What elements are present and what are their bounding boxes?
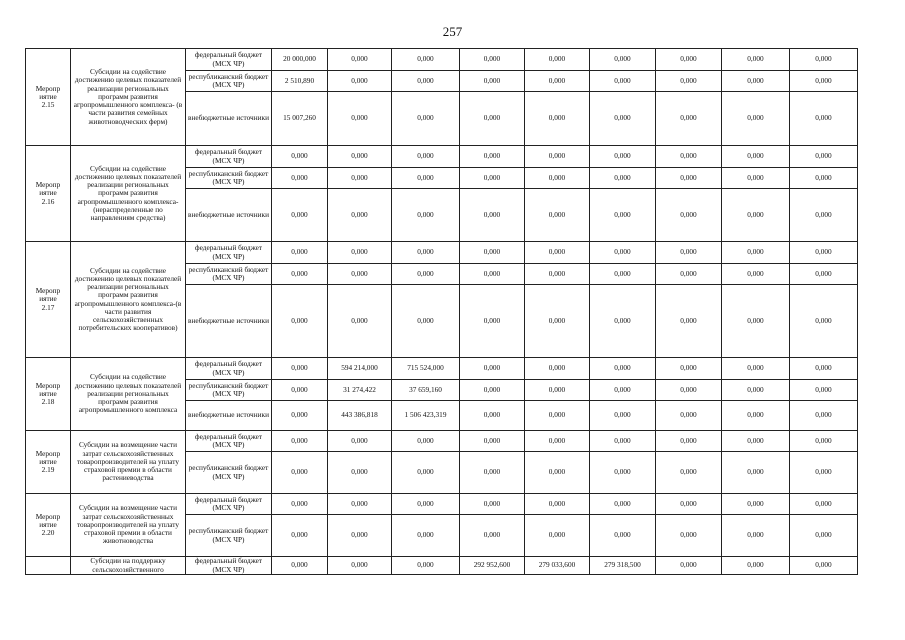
- amount-cell: 0,000: [656, 380, 722, 401]
- table-row: [26, 557, 858, 575]
- funding-source: внебюджетные источники: [186, 285, 272, 358]
- funding-source: республиканский бюджет (МСХ ЧР): [186, 71, 272, 92]
- measure-label: Меропр иятие 2.19: [26, 431, 71, 494]
- amount-cell: 0,000: [590, 380, 656, 401]
- amount-cell: 0,000: [328, 189, 392, 242]
- amount-cell: 0,000: [460, 146, 525, 168]
- amount-cell: 0,000: [590, 264, 656, 285]
- amount-cell: 37 659,160: [392, 380, 460, 401]
- amount-cell: 0,000: [392, 264, 460, 285]
- amount-cell: 0,000: [790, 557, 858, 575]
- amount-cell: 0,000: [272, 494, 328, 515]
- amount-cell: 0,000: [460, 264, 525, 285]
- measure-label: [26, 557, 71, 575]
- amount-cell: 0,000: [722, 452, 790, 494]
- amount-cell: 0,000: [790, 146, 858, 168]
- amount-cell: 0,000: [722, 71, 790, 92]
- amount-cell: 0,000: [328, 431, 392, 452]
- funding-source: республиканский бюджет (МСХ ЧР): [186, 264, 272, 285]
- amount-cell: 0,000: [656, 358, 722, 380]
- amount-cell: 0,000: [460, 401, 525, 431]
- amount-cell: 0,000: [590, 452, 656, 494]
- amount-cell: 0,000: [790, 452, 858, 494]
- amount-cell: 0,000: [590, 189, 656, 242]
- funding-source: федеральный бюджет (МСХ ЧР): [186, 242, 272, 264]
- amount-cell: 0,000: [460, 49, 525, 71]
- funding-source: республиканский бюджет (МСХ ЧР): [186, 452, 272, 494]
- amount-cell: 0,000: [525, 452, 590, 494]
- amount-cell: 0,000: [722, 494, 790, 515]
- measure-description: Субсидии на поддержку сельскохозяйственного: [71, 557, 186, 575]
- amount-cell: 0,000: [525, 168, 590, 189]
- amount-cell: 0,000: [525, 264, 590, 285]
- amount-cell: 0,000: [392, 515, 460, 557]
- amount-cell: 0,000: [590, 285, 656, 358]
- amount-cell: 0,000: [722, 146, 790, 168]
- measure-description: Субсидии на содействие достижению целевых показателей реализации региональных программ развития агропромышленного комплекса: [71, 358, 186, 431]
- amount-cell: 0,000: [590, 515, 656, 557]
- amount-cell: 0,000: [392, 92, 460, 146]
- amount-cell: 0,000: [590, 92, 656, 146]
- amount-cell: 0,000: [392, 146, 460, 168]
- amount-cell: 0,000: [590, 358, 656, 380]
- amount-cell: 0,000: [790, 358, 858, 380]
- amount-cell: 0,000: [722, 515, 790, 557]
- amount-cell: 0,000: [392, 494, 460, 515]
- amount-cell: 0,000: [272, 146, 328, 168]
- amount-cell: 0,000: [790, 380, 858, 401]
- table-row: [26, 242, 858, 264]
- amount-cell: 0,000: [460, 242, 525, 264]
- amount-cell: 0,000: [656, 242, 722, 264]
- amount-cell: 0,000: [656, 168, 722, 189]
- amount-cell: 0,000: [525, 515, 590, 557]
- amount-cell: 0,000: [272, 264, 328, 285]
- measure-description: Субсидии на содействие достижению целевых показателей реализации региональных программ развития агропромышленного комплекса- (в части развития семейных животноводческих ферм): [71, 49, 186, 146]
- amount-cell: 0,000: [722, 242, 790, 264]
- funding-source: федеральный бюджет (МСХ ЧР): [186, 557, 272, 575]
- amount-cell: 0,000: [460, 431, 525, 452]
- funding-source: федеральный бюджет (МСХ ЧР): [186, 494, 272, 515]
- amount-cell: 0,000: [272, 189, 328, 242]
- amount-cell: 0,000: [328, 557, 392, 575]
- funding-source: внебюджетные источники: [186, 92, 272, 146]
- amount-cell: 0,000: [656, 264, 722, 285]
- amount-cell: 0,000: [392, 431, 460, 452]
- amount-cell: 0,000: [590, 401, 656, 431]
- amount-cell: 0,000: [460, 515, 525, 557]
- amount-cell: 31 274,422: [328, 380, 392, 401]
- amount-cell: 0,000: [590, 242, 656, 264]
- table-row: [26, 146, 858, 168]
- amount-cell: 0,000: [272, 168, 328, 189]
- amount-cell: 594 214,000: [328, 358, 392, 380]
- amount-cell: 0,000: [328, 168, 392, 189]
- amount-cell: 15 007,260: [272, 92, 328, 146]
- amount-cell: 0,000: [790, 168, 858, 189]
- amount-cell: 0,000: [722, 358, 790, 380]
- amount-cell: 0,000: [722, 401, 790, 431]
- amount-cell: 0,000: [272, 557, 328, 575]
- amount-cell: 0,000: [328, 452, 392, 494]
- amount-cell: 0,000: [392, 452, 460, 494]
- funding-source: республиканский бюджет (МСХ ЧР): [186, 515, 272, 557]
- table-row: [26, 358, 858, 380]
- measure-label: Меропр иятие 2.16: [26, 146, 71, 242]
- amount-cell: 0,000: [525, 49, 590, 71]
- amount-cell: 0,000: [272, 452, 328, 494]
- amount-cell: 0,000: [525, 431, 590, 452]
- amount-cell: 0,000: [460, 168, 525, 189]
- funding-source: федеральный бюджет (МСХ ЧР): [186, 49, 272, 71]
- measure-description: Субсидии на содействие достижению целевых показателей реализации региональных программ развития агропромышленного комплекса-(в части развития сельскохозяйственных потребительских кооперативов): [71, 242, 186, 358]
- funding-source: республиканский бюджет (МСХ ЧР): [186, 380, 272, 401]
- amount-cell: 20 000,000: [272, 49, 328, 71]
- amount-cell: 0,000: [656, 557, 722, 575]
- amount-cell: 0,000: [722, 92, 790, 146]
- amount-cell: 0,000: [460, 452, 525, 494]
- amount-cell: 0,000: [460, 494, 525, 515]
- amount-cell: 0,000: [656, 401, 722, 431]
- amount-cell: 0,000: [790, 401, 858, 431]
- amount-cell: 0,000: [460, 92, 525, 146]
- amount-cell: 0,000: [328, 494, 392, 515]
- amount-cell: 0,000: [525, 189, 590, 242]
- amount-cell: 0,000: [590, 168, 656, 189]
- amount-cell: 0,000: [328, 264, 392, 285]
- amount-cell: 279 318,500: [590, 557, 656, 575]
- amount-cell: 0,000: [722, 49, 790, 71]
- amount-cell: 0,000: [722, 380, 790, 401]
- amount-cell: 0,000: [525, 146, 590, 168]
- amount-cell: 0,000: [460, 358, 525, 380]
- funding-source: федеральный бюджет (МСХ ЧР): [186, 358, 272, 380]
- funding-source: внебюджетные источники: [186, 189, 272, 242]
- amount-cell: 0,000: [790, 494, 858, 515]
- amount-cell: 0,000: [656, 71, 722, 92]
- amount-cell: 0,000: [790, 431, 858, 452]
- budget-table: [25, 48, 858, 575]
- table-row: [26, 494, 858, 515]
- amount-cell: 0,000: [328, 515, 392, 557]
- amount-cell: 0,000: [525, 285, 590, 358]
- amount-cell: 0,000: [272, 358, 328, 380]
- amount-cell: 0,000: [272, 401, 328, 431]
- amount-cell: 0,000: [656, 92, 722, 146]
- amount-cell: 0,000: [525, 494, 590, 515]
- measure-description: Субсидии на возмещение части затрат сельскохозяйственных товаропроизводителей на уплату страховой премии в области животноводства: [71, 494, 186, 557]
- amount-cell: 0,000: [328, 71, 392, 92]
- amount-cell: 0,000: [590, 146, 656, 168]
- amount-cell: 0,000: [722, 285, 790, 358]
- amount-cell: 0,000: [525, 71, 590, 92]
- amount-cell: 0,000: [656, 49, 722, 71]
- amount-cell: 0,000: [525, 92, 590, 146]
- amount-cell: 0,000: [656, 452, 722, 494]
- amount-cell: 0,000: [722, 168, 790, 189]
- amount-cell: 0,000: [272, 285, 328, 358]
- funding-source: федеральный бюджет (МСХ ЧР): [186, 431, 272, 452]
- amount-cell: 0,000: [722, 189, 790, 242]
- funding-source: внебюджетные источники: [186, 401, 272, 431]
- budget-table-body: [26, 49, 858, 575]
- amount-cell: 0,000: [328, 49, 392, 71]
- amount-cell: 0,000: [392, 168, 460, 189]
- amount-cell: 0,000: [272, 515, 328, 557]
- measure-description: Субсидии на содействие достижению целевых показателей реализации региональных программ развития агропромышленного комплекса- (нераспределенные по направлениям средства): [71, 146, 186, 242]
- amount-cell: 0,000: [656, 285, 722, 358]
- amount-cell: 0,000: [392, 49, 460, 71]
- table-row: [26, 431, 858, 452]
- amount-cell: 0,000: [328, 146, 392, 168]
- amount-cell: 0,000: [460, 285, 525, 358]
- amount-cell: 715 524,000: [392, 358, 460, 380]
- amount-cell: 0,000: [790, 92, 858, 146]
- amount-cell: 0,000: [656, 515, 722, 557]
- amount-cell: 0,000: [656, 146, 722, 168]
- amount-cell: 0,000: [460, 71, 525, 92]
- amount-cell: 0,000: [392, 242, 460, 264]
- amount-cell: 0,000: [525, 401, 590, 431]
- measure-label: Меропр иятие 2.18: [26, 358, 71, 431]
- measure-label: Меропр иятие 2.17: [26, 242, 71, 358]
- amount-cell: 0,000: [525, 242, 590, 264]
- amount-cell: 0,000: [790, 49, 858, 71]
- amount-cell: 0,000: [656, 494, 722, 515]
- amount-cell: 0,000: [525, 358, 590, 380]
- amount-cell: 443 386,818: [328, 401, 392, 431]
- amount-cell: 0,000: [722, 557, 790, 575]
- amount-cell: 0,000: [392, 189, 460, 242]
- amount-cell: 292 952,600: [460, 557, 525, 575]
- amount-cell: 0,000: [790, 242, 858, 264]
- amount-cell: 0,000: [722, 264, 790, 285]
- amount-cell: 0,000: [392, 71, 460, 92]
- measure-label: Меропр иятие 2.15: [26, 49, 71, 146]
- amount-cell: 0,000: [590, 49, 656, 71]
- amount-cell: 0,000: [328, 285, 392, 358]
- amount-cell: 0,000: [656, 189, 722, 242]
- amount-cell: 2 510,890: [272, 71, 328, 92]
- amount-cell: 1 506 423,319: [392, 401, 460, 431]
- amount-cell: 0,000: [790, 189, 858, 242]
- amount-cell: 0,000: [722, 431, 790, 452]
- amount-cell: 0,000: [392, 557, 460, 575]
- amount-cell: 279 033,600: [525, 557, 590, 575]
- measure-label: Меропр иятие 2.20: [26, 494, 71, 557]
- amount-cell: 0,000: [790, 515, 858, 557]
- measure-description: Субсидии на возмещение части затрат сельскохозяйственных товаропроизводителей на уплату страховой премии в области растениеводства: [71, 431, 186, 494]
- amount-cell: 0,000: [272, 380, 328, 401]
- amount-cell: 0,000: [656, 431, 722, 452]
- amount-cell: 0,000: [460, 189, 525, 242]
- table-row: [26, 49, 858, 71]
- amount-cell: 0,000: [790, 285, 858, 358]
- amount-cell: 0,000: [590, 71, 656, 92]
- amount-cell: 0,000: [525, 380, 590, 401]
- amount-cell: 0,000: [392, 285, 460, 358]
- amount-cell: 0,000: [328, 92, 392, 146]
- amount-cell: 0,000: [328, 242, 392, 264]
- amount-cell: 0,000: [790, 264, 858, 285]
- amount-cell: 0,000: [272, 242, 328, 264]
- amount-cell: 0,000: [590, 431, 656, 452]
- funding-source: федеральный бюджет (МСХ ЧР): [186, 146, 272, 168]
- page-number: 257: [442, 24, 463, 39]
- amount-cell: 0,000: [790, 71, 858, 92]
- amount-cell: 0,000: [460, 380, 525, 401]
- funding-source: республиканский бюджет (МСХ ЧР): [186, 168, 272, 189]
- amount-cell: 0,000: [590, 494, 656, 515]
- amount-cell: 0,000: [272, 431, 328, 452]
